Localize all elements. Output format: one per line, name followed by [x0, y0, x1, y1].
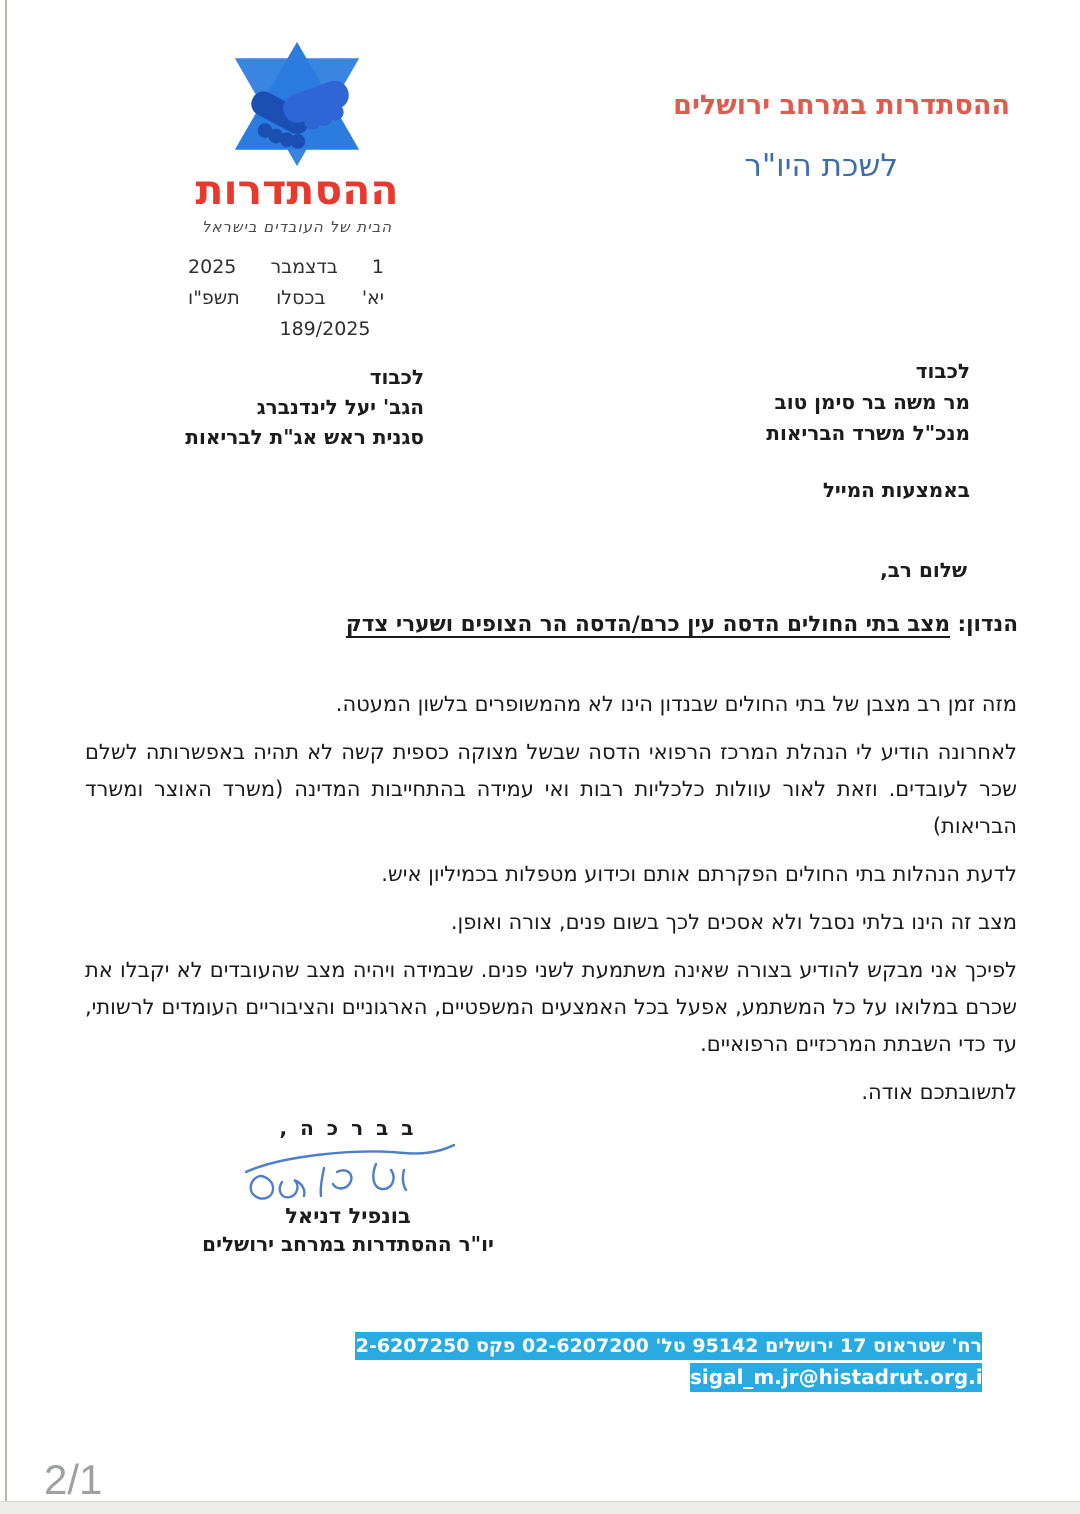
logo-tagline: הבית של העובדים בישראל [201, 218, 393, 236]
signer-title: יו"ר ההסתדרות במרחב ירושלים [202, 1232, 494, 1256]
gregorian-month: בדצמבר [270, 256, 338, 278]
subject-label: הנדון: [950, 612, 1018, 637]
salutation: לכבוד [915, 359, 970, 383]
footer-address-bar: רח' שטראוס 17 ירושלים 95142 טל' 02-6207200 פקס 02-6207250 [355, 1332, 982, 1360]
paragraph: לפיכך אני מבקש להודיע בצורה שאינה משתמעת לשני פנים. שבמידה ויהיה מצב שהעובדים לא יקבלו את שכרם במלואו על כל המשתמע, אפעל בכל האמצעים המשפטיים, הארגוניים והציבוריים העומדים לרשותי, עד כדי השבתת המרכזיים הרפואיים. [85, 958, 1017, 1056]
hebrew-date-row [188, 287, 384, 309]
paragraph: לדעת הנהלות בתי החולים הפקרתם אותם וכידוע מטפלות בכמיליון איש. [381, 862, 1017, 886]
signature-block [178, 1116, 518, 1256]
delivery-method: באמצעות המייל [822, 478, 970, 502]
handwritten-signature-icon [178, 1142, 518, 1204]
paragraph: לתשובתכם אודה. [861, 1080, 1017, 1104]
recipient-title: סגנית ראש אג"ת לבריאות [185, 425, 424, 449]
recipient-title: מנכ"ל משרד הבריאות [766, 421, 970, 445]
hebrew-year: תשפ"ו [188, 287, 240, 309]
hebrew-month: בכסלו [276, 287, 326, 309]
subject-text: מצב בתי החולים הדסה עין כרם/הדסה הר הצופים ושערי צדק [345, 612, 950, 637]
salutation: לכבוד [369, 365, 424, 389]
letter-body [85, 686, 1017, 1122]
signer-name: בונפיל דניאל [285, 1204, 411, 1228]
paragraph: מזה זמן רב מצבן של בתי החולים שבנדון הינו לא מהמשופרים בלשון המעטה. [335, 692, 1017, 716]
closing: ב ב ר כ ה , [279, 1116, 417, 1140]
gregorian-year: 2025 [188, 256, 237, 278]
region-title: ההסתדרות במרחב ירושלים [673, 90, 1010, 121]
gregorian-day: 1 [371, 256, 384, 278]
greeting: שלום רב, [880, 558, 967, 582]
office-title: לשכת היו"ר [744, 148, 898, 184]
gregorian-date-row [188, 256, 384, 278]
footer-email: sigal_m.jr@histadrut.org.il [690, 1363, 982, 1392]
hebrew-day: יא' [361, 287, 384, 309]
paragraph: מצב זה הינו בלתי נסבל ולא אסכים לכך בשום פנים, צורה ואופן. [450, 910, 1017, 934]
page-indicator: 2/1 [44, 1456, 103, 1503]
viewer-bottom-strip [0, 1501, 1080, 1514]
star-of-david-handshake-icon [182, 40, 412, 168]
paragraph: לאחרונה הודיע לי הנהלת המרכז הרפואי הדסה שבשל מצוקה כספית קשה לא תהיה באפשרותה לשלם שכר לעובדים. וזאת לאור עוולות כלכליות רבות ואי עמידה בהתחייבות המדינה (משרד האוצר ומשרד הבריאות) [85, 740, 1017, 838]
histadrut-logo [182, 40, 412, 236]
recipient-secondary [185, 362, 424, 452]
reference-number: 189/2025 [279, 318, 371, 340]
logo-wordmark: ההסתדרות [195, 166, 399, 214]
recipient-primary [766, 356, 970, 449]
subject-line [346, 612, 1018, 637]
date-block [188, 256, 384, 340]
recipient-name: הגב' יעל לינדנברג [256, 395, 424, 419]
document-left-edge [5, 0, 7, 1501]
recipient-name: מר משה בר סימן טוב [774, 390, 970, 414]
